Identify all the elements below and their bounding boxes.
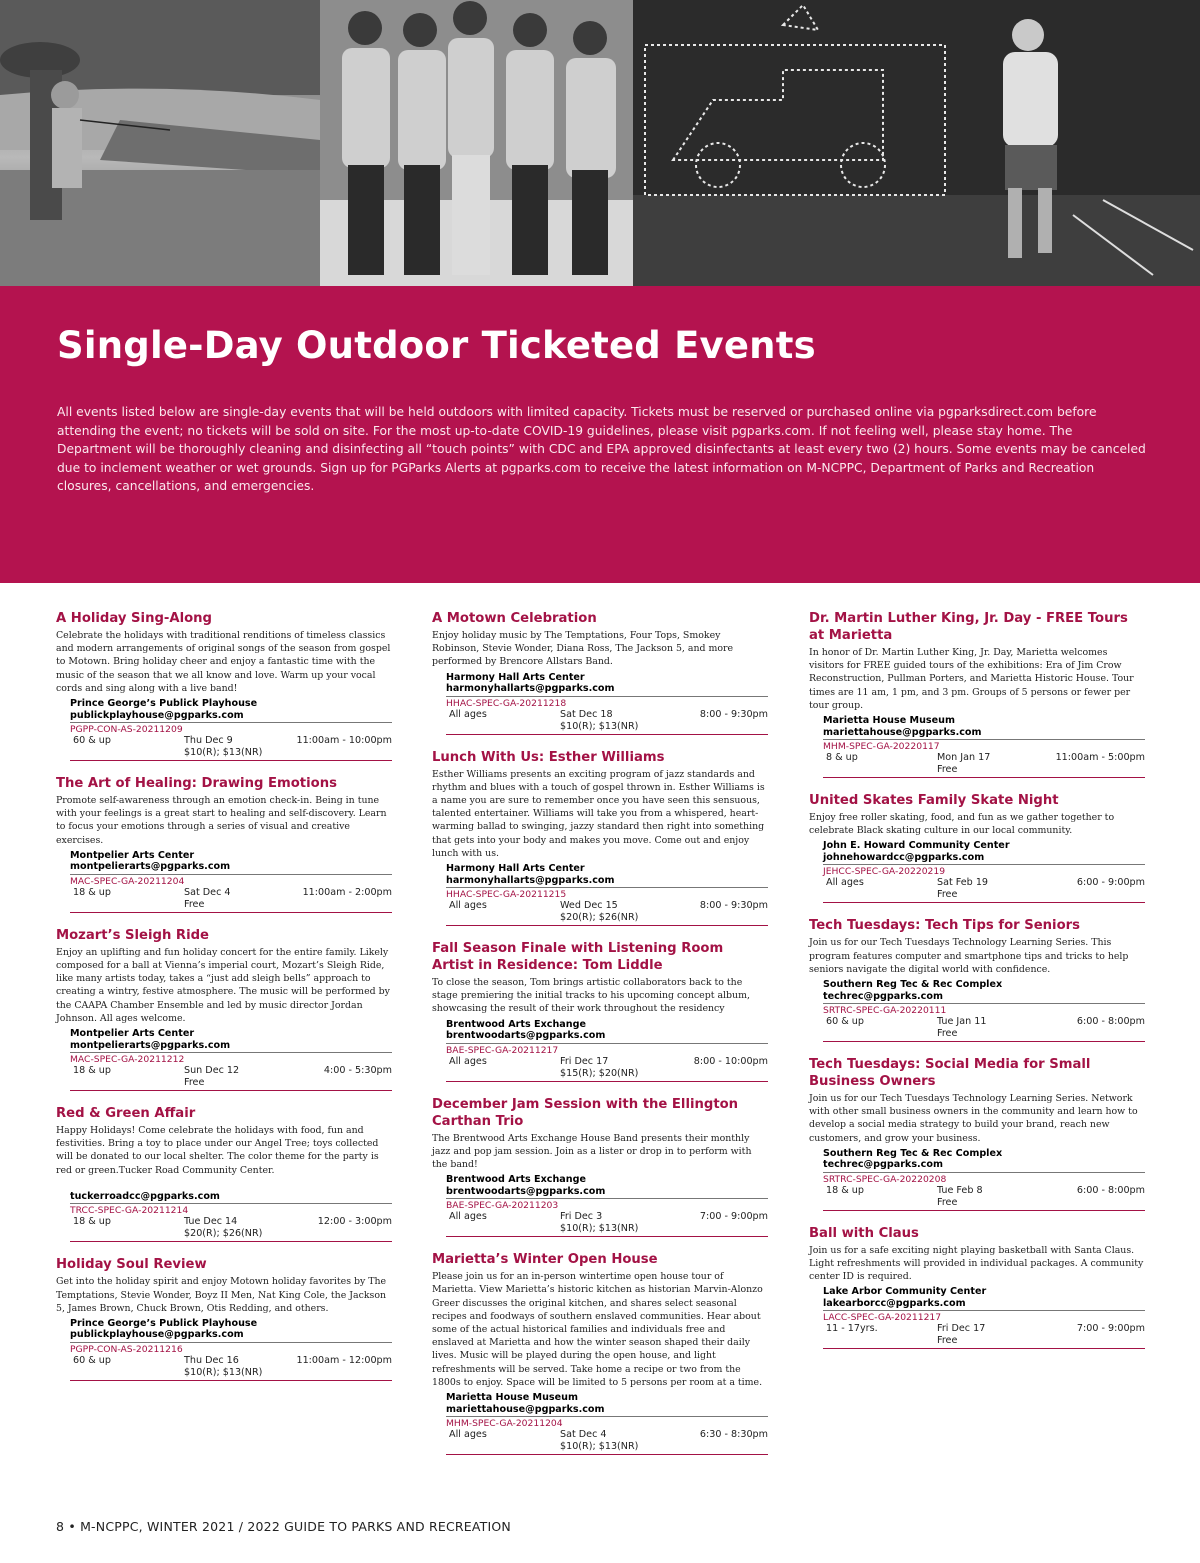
event-title: Holiday Soul Review (56, 1257, 207, 1273)
event-info (446, 672, 768, 735)
event-email: harmonyhallarts@pgparks.com (446, 874, 615, 886)
events-column-1 (56, 610, 392, 1395)
event-info (70, 1028, 392, 1091)
event-title: Marietta’s Winter Open House (432, 1252, 658, 1268)
event-listing (809, 610, 1145, 778)
event-description: Happy Holidays! Come celebrate the holidays with food, fun and festivities. Bring a toy to place under our Angel Tree; toys collected will be donated to our local shelter. The color theme for the party is red or green.Tucker Road Community Center. (56, 1125, 379, 1176)
event-age: 11 - 17yrs. (826, 1323, 878, 1335)
event-date: Sat Dec 18 (560, 708, 613, 720)
event-time: 11:00am - 2:00pm (302, 886, 392, 898)
event-listing (56, 610, 392, 761)
event-age: 18 & up (826, 1184, 864, 1196)
event-info (823, 715, 1145, 778)
event-date: Sat Feb 19 (937, 877, 989, 889)
event-details-row (70, 1065, 392, 1077)
event-age: 18 & up (73, 1216, 111, 1228)
event-listing (56, 1105, 392, 1242)
event-time: 8:00 - 9:30pm (699, 708, 768, 720)
event-time: 6:00 - 8:00pm (1076, 1016, 1145, 1028)
event-description: Join us for our Tech Tuesdays Technology Learning Series. Network with other small business owners in the community and learn how to develop a social media strategy to build your brand, reach new customers, and grow your business. (809, 1093, 1138, 1144)
event-info (823, 1286, 1145, 1349)
event-age: 18 & up (73, 886, 111, 898)
event-price: Free (823, 764, 1145, 778)
holiday-lights-illustration (633, 0, 1200, 286)
event-code: HHAC-SPEC-GA-20211215 (446, 887, 768, 900)
event-description: Celebrate the holidays with traditional renditions of timeless classics and modern arrangements of original songs of the season from gospel to Motown. Bring holiday cheer and enjoy a fantastic time with the music of the season that we all know and love. Warm up your vocal cords and sing along with a live band! (56, 630, 391, 694)
event-time: 6:00 - 9:00pm (1076, 877, 1145, 889)
event-listing (809, 1225, 1145, 1350)
event-info (446, 1174, 768, 1237)
event-code: TRCC-SPEC-GA-20211214 (70, 1203, 392, 1216)
event-details-row (823, 1016, 1145, 1028)
event-date: Fri Dec 17 (937, 1323, 986, 1335)
event-age: All ages (449, 1055, 487, 1067)
event-description: The Brentwood Arts Exchange House Band presents their monthly jazz and pop jam session. Join as a lister or drop in to perform with the band! (432, 1132, 752, 1171)
group-photo-illustration (320, 0, 633, 286)
event-venue: Marietta House Museum (823, 715, 955, 727)
event-code: LACC-SPEC-GA-20211217 (823, 1310, 1145, 1323)
event-details-row (70, 735, 392, 747)
event-email: brentwoodarts@pgparks.com (446, 1030, 606, 1042)
event-date: Fri Dec 3 (560, 1211, 603, 1223)
event-code: PGPP-CON-AS-20211216 (70, 1342, 392, 1355)
fishing-scene-illustration (0, 0, 320, 286)
event-date: Mon Jan 17 (937, 752, 991, 764)
event-time: 6:30 - 8:30pm (699, 1429, 768, 1441)
event-age: 8 & up (826, 752, 858, 764)
event-time: 8:00 - 9:30pm (699, 900, 768, 912)
event-price: Free (823, 1028, 1145, 1042)
event-title: Mozart’s Sleigh Ride (56, 927, 209, 943)
event-info (823, 840, 1145, 903)
event-info (823, 1148, 1145, 1211)
header-banner (0, 286, 1200, 583)
event-description: In honor of Dr. Martin Luther King, Jr. Day, Marietta welcomes visitors for FREE guided tours of the exhibitions: Era of Jim Crow Reconstruction, Pullman Porters, and Marietta Historic House. Tour times are 11 am, 1 pm, and 3 pm. Groups of 5 persons or fewer per tour group. (809, 647, 1134, 711)
event-info (823, 979, 1145, 1042)
event-description: Join us for our Tech Tuesdays Technology Learning Series. This program features computer and smartphone tips and tricks to help seniors navigate the digital world with confidence. (809, 937, 1129, 975)
event-code: PGPP-CON-AS-20211209 (70, 722, 392, 735)
event-venue: Montpelier Arts Center (70, 1028, 195, 1040)
event-price: Free (823, 1197, 1145, 1211)
event-email: montpelierarts@pgparks.com (70, 1039, 231, 1051)
event-date: Thu Dec 16 (184, 1354, 239, 1366)
event-date: Thu Dec 9 (184, 735, 233, 747)
event-date: Tue Feb 8 (937, 1184, 983, 1196)
event-details-row (823, 1323, 1145, 1335)
event-venue: Prince George’s Publick Playhouse (70, 1317, 258, 1329)
event-venue: Brentwood Arts Exchange (446, 1174, 586, 1186)
event-code: BAE-SPEC-GA-20211203 (446, 1198, 768, 1211)
event-venue: John E. Howard Community Center (823, 840, 1010, 852)
event-title: Tech Tuesdays: Social Media for Small Business Owners (809, 1057, 1091, 1090)
event-description: Please join us for an in-person wintertime open house tour of Marietta. View Marietta’s historic kitchen as historian Marvin-Alonzo Greer discusses the original kitchen, and shares select seasonal recipes and foodways of southern enslaved communities. Hear about some of the actual historical families and individuals free and enslaved at Marietta and how the winter season shaped their daily lives. Music will be played during the open house, and light refreshments will be served. Take home a recipe or two from the 1800s to enjoy. Space will be limited to 5 persons per room at a time. (432, 1271, 763, 1388)
event-listing (809, 792, 1145, 903)
event-age: All ages (449, 900, 487, 912)
event-price: $20(R); $26(NR) (446, 912, 768, 926)
event-time: 11:00am - 12:00pm (296, 1354, 392, 1366)
event-date: Wed Dec 15 (560, 900, 618, 912)
event-date: Tue Dec 14 (184, 1216, 238, 1228)
event-age: 18 & up (73, 1065, 111, 1077)
event-listing (56, 1256, 392, 1381)
event-price: $10(R); $13(NR) (70, 1367, 392, 1381)
event-details-row (446, 1211, 768, 1223)
event-age: 60 & up (826, 1016, 864, 1028)
event-description: Enjoy free roller skating, food, and fun as we gather together to celebrate Black skating culture in our local community. (809, 812, 1115, 837)
event-time: 7:00 - 9:00pm (699, 1211, 768, 1223)
event-description: Promote self-awareness through an emotion check-in. Being in tune with your feelings is a great start to healing and self-discovery. Learn to focus your emotions through a series of visual and creative exercises. (56, 795, 387, 846)
event-description: Join us for a safe exciting night playing basketball with Santa Claus. Light refreshments will provided in individual packages. A community center ID is required. (809, 1244, 1144, 1283)
event-code: JEHCC-SPEC-GA-20220219 (823, 864, 1145, 877)
event-date: Sat Dec 4 (184, 886, 231, 898)
event-email: mariettahouse@pgparks.com (823, 726, 982, 738)
event-title: Dr. Martin Luther King, Jr. Day - FREE Tours at Marietta (809, 611, 1128, 643)
event-details-row (446, 900, 768, 912)
event-info (70, 698, 392, 761)
event-price: Free (70, 899, 392, 913)
event-venue: Montpelier Arts Center (70, 849, 195, 861)
photo-group (320, 0, 633, 286)
event-date: Tue Jan 11 (937, 1016, 987, 1028)
event-listing (56, 775, 392, 913)
event-time: 7:00 - 9:00pm (1076, 1323, 1145, 1335)
event-details-row (446, 709, 768, 721)
event-title: Red & Green Affair (56, 1106, 196, 1122)
event-age: All ages (826, 877, 864, 889)
event-age: All ages (449, 708, 487, 720)
event-description: Enjoy an uplifting and fun holiday concert for the entire family. Likely composed for a ball at Vienna’s imperial court, Mozart’s Sleigh Ride, like many artists today, takes a “just add sleigh bells” approach to creating a wintry, festive atmosphere. The music will be performed by the CAAPA Chamber Ensemble and led by music director Jordan Johnson. All ages welcome. (56, 946, 390, 1024)
event-title: A Motown Celebration (432, 611, 597, 626)
event-email: tuckerroadcc@pgparks.com (70, 1190, 220, 1202)
event-details-row (823, 1185, 1145, 1197)
event-age: 60 & up (73, 735, 111, 747)
event-code: MAC-SPEC-GA-20211212 (70, 1052, 392, 1065)
event-listing (809, 1056, 1145, 1211)
page-title: Single-Day Outdoor Ticketed Events (57, 324, 816, 367)
photo-lights-runner (633, 0, 1200, 286)
event-email: lakearborcc@pgparks.com (823, 1297, 966, 1309)
event-title: December Jam Session with the Ellington Carthan Trio (432, 1096, 739, 1129)
event-time: 4:00 - 5:30pm (323, 1065, 392, 1077)
event-details-row (823, 877, 1145, 889)
event-price: $10(R); $13(NR) (446, 1441, 768, 1455)
event-listing (432, 1251, 768, 1455)
event-title: Tech Tuesdays: Tech Tips for Seniors (809, 918, 1080, 934)
event-venue: Harmony Hall Arts Center (446, 863, 585, 875)
event-price: $10(R); $13(NR) (446, 1223, 768, 1237)
event-email: mariettahouse@pgparks.com (446, 1403, 605, 1415)
event-details-row (70, 887, 392, 899)
event-code: BAE-SPEC-GA-20211217 (446, 1043, 768, 1056)
event-info (446, 1392, 768, 1455)
page-footer: 8 • M-NCPPC, WINTER 2021 / 2022 GUIDE TO PARKS AND RECREATION (56, 1519, 511, 1534)
event-age: All ages (449, 1211, 487, 1223)
intro-paragraph: All events listed below are single-day events that will be held outdoors with limited capacity. Tickets must be reserved or purchased online via pgparksdirect.com before attending the event; no tickets will be sold on site. For the most up-to-date COVID-19 guidelines, please visit pgparks.com. If not feeling well, please stay home. The Department will be thoroughly cleaning and disinfecting all “touch points” with CDC and EPA approved disinfectants at least every two (2) hours. Some events may be canceled due to inclement weather or wet grounds. Sign up for PGParks Alerts at pgparks.com to receive the latest information on M-NCPPC, Department of Parks and Recreation closures, cancellations, and emergencies. (57, 405, 1146, 494)
events-column-3 (809, 610, 1145, 1363)
event-title: A Holiday Sing-Along (56, 611, 212, 626)
event-code: SRTRC-SPEC-GA-20220111 (823, 1003, 1145, 1016)
event-email: montpelierarts@pgparks.com (70, 861, 231, 873)
event-details-row (823, 752, 1145, 764)
event-venue: Brentwood Arts Exchange (446, 1018, 586, 1030)
event-venue: Lake Arbor Community Center (823, 1286, 987, 1298)
event-details-row (446, 1056, 768, 1068)
event-venue: Marietta House Museum (446, 1392, 578, 1404)
event-venue: Southern Reg Tec & Rec Complex (823, 979, 1003, 991)
event-time: 8:00 - 10:00pm (693, 1055, 768, 1067)
events-column-2 (432, 610, 768, 1469)
event-description: Get into the holiday spirit and enjoy Motown holiday favorites by The Temptations, Stevie Wonder, Boyz II Men, Nat King Cole, the Jackson 5, James Brown, Chuck Brown, Otis Redding, and others. (56, 1276, 387, 1314)
event-time: 6:00 - 8:00pm (1076, 1184, 1145, 1196)
event-description: Enjoy holiday music by The Temptations, Four Tops, Smokey Robinson, Stevie Wonder, Diana Ross, The Jackson 5, and more performed by Brencore Allstars Band. (432, 630, 734, 668)
event-title: Lunch With Us: Esther Williams (432, 749, 665, 765)
event-email: harmonyhallarts@pgparks.com (446, 683, 615, 695)
event-price: $15(R); $20(NR) (446, 1068, 768, 1082)
event-info (446, 1019, 768, 1082)
event-email: techrec@pgparks.com (823, 1159, 943, 1171)
event-venue: Southern Reg Tec & Rec Complex (823, 1147, 1003, 1159)
event-listing (432, 749, 768, 926)
event-listing (56, 927, 392, 1091)
event-title: Fall Season Finale with Listening Room Artist in Residence: Tom Liddle (432, 941, 724, 974)
event-price: $10(R); $13(NR) (70, 747, 392, 761)
event-date: Sun Dec 12 (184, 1065, 240, 1077)
event-date: Fri Dec 17 (560, 1055, 609, 1067)
event-title: The Art of Healing: Drawing Emotions (56, 776, 337, 792)
event-price: $10(R); $13(NR) (446, 721, 768, 735)
event-listing (809, 917, 1145, 1042)
event-venue: Harmony Hall Arts Center (446, 671, 585, 683)
event-info (446, 863, 768, 926)
event-description: Esther Williams presents an exciting program of jazz standards and rhythm and blues with a touch of gospel thrown in. Esther Williams is a name you are sure to remember once you have seen this sensuous, talented entertainer. Williams will take you from a whispered, heart-warming ballad to swinging, jazzy standard then right into something that gets into your body and makes you move. Come out and enjoy lunch with us. (432, 768, 765, 859)
event-info (70, 1180, 392, 1243)
event-code: HHAC-SPEC-GA-20211218 (446, 696, 768, 709)
event-date: Sat Dec 4 (560, 1429, 607, 1441)
event-price: Free (823, 1335, 1145, 1349)
event-details-row (446, 1429, 768, 1441)
event-code: MAC-SPEC-GA-20211204 (70, 874, 392, 887)
event-venue: Prince George’s Publick Playhouse (70, 698, 258, 710)
event-info (70, 1318, 392, 1381)
event-price: $20(R); $26(NR) (70, 1228, 392, 1242)
event-age: 60 & up (73, 1354, 111, 1366)
photo-strip (0, 0, 1200, 286)
event-listing (432, 1096, 768, 1238)
event-price: Free (823, 889, 1145, 903)
event-email: publickplayhouse@pgparks.com (70, 1329, 244, 1341)
event-details-row (70, 1355, 392, 1367)
event-price: Free (70, 1077, 392, 1091)
event-email: brentwoodarts@pgparks.com (446, 1185, 606, 1197)
event-email: techrec@pgparks.com (823, 990, 943, 1002)
event-time: 11:00am - 10:00pm (296, 735, 392, 747)
event-code: SRTRC-SPEC-GA-20220208 (823, 1172, 1145, 1185)
event-title: Ball with Claus (809, 1225, 919, 1241)
event-email: publickplayhouse@pgparks.com (70, 709, 244, 721)
event-email: johnehowardcc@pgparks.com (823, 851, 985, 863)
event-title: United Skates Family Skate Night (809, 793, 1059, 809)
event-venue (70, 1180, 392, 1191)
event-time: 12:00 - 3:00pm (317, 1216, 392, 1228)
event-code: MHM-SPEC-GA-20211204 (446, 1416, 768, 1429)
event-details-row (70, 1216, 392, 1228)
photo-fishing (0, 0, 320, 286)
event-info (70, 850, 392, 913)
event-listing (432, 610, 768, 735)
event-listing (432, 940, 768, 1082)
event-age: All ages (449, 1429, 487, 1441)
event-time: 11:00am - 5:00pm (1055, 752, 1145, 764)
event-description: To close the season, Tom brings artistic collaborators back to the stage premiering the initial tracks to his upcoming concept album, showcasing the result of their work throughout the residency (432, 977, 750, 1015)
event-code: MHM-SPEC-GA-20220117 (823, 739, 1145, 752)
